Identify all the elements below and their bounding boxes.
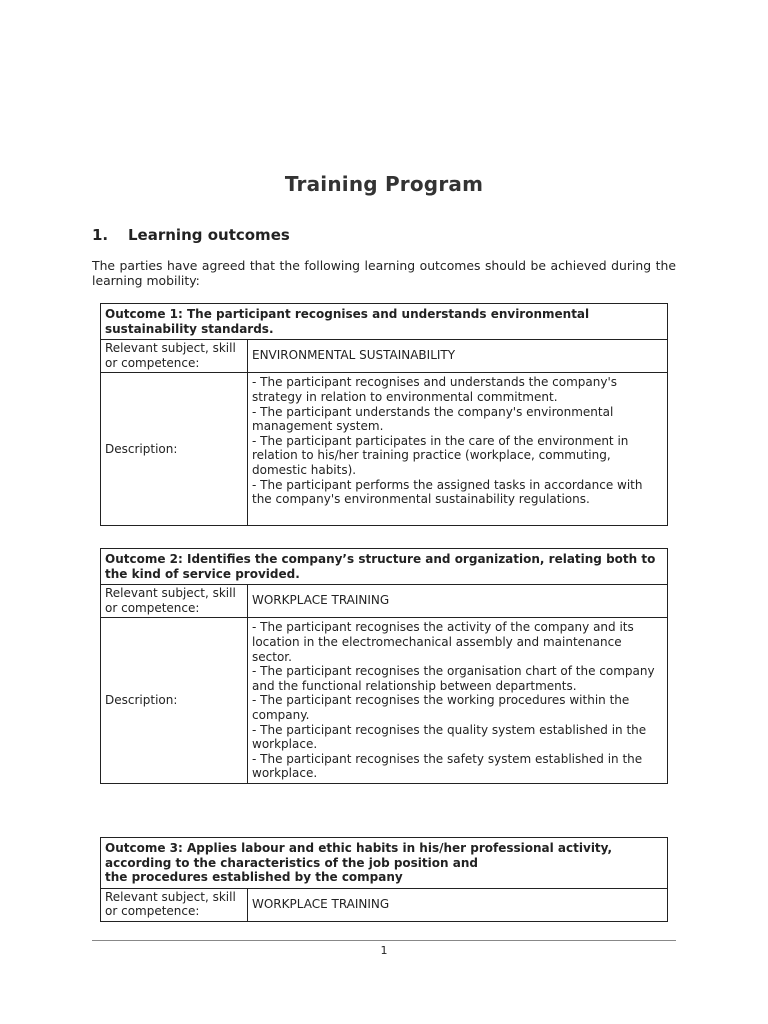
outcome-heading <box>101 838 668 889</box>
description-label: Description: <box>101 373 248 526</box>
outcome-heading: Outcome 1: The participant recognises and understands environmental sustainability standards. <box>101 304 668 340</box>
intro-paragraph: The parties have agreed that the following learning outcomes should be achieved during the learning mobility: <box>92 258 676 288</box>
subject-value: WORKPLACE TRAINING <box>248 585 668 618</box>
subject-row <box>101 340 668 373</box>
section-heading <box>92 226 290 244</box>
description-item: - The participant recognises the quality system established in the workplace. <box>252 722 647 752</box>
outcome-heading-line: the procedures established by the company <box>105 870 403 885</box>
subject-value: ENVIRONMENTAL SUSTAINABILITY <box>248 340 668 373</box>
description-item: - The participant recognises the activity of the company and its location in the electromechanical assembly and maintenance sector. <box>252 620 634 664</box>
description-item: - The participant recognises and understands the company's strategy in relation to environmental commitment. <box>252 375 617 404</box>
subject-row <box>101 585 668 618</box>
outcome-heading-row <box>101 304 668 340</box>
description-row <box>101 373 668 526</box>
section-title: Learning outcomes <box>128 226 290 244</box>
outcome-heading-line: Outcome 3: Applies labour and ethic habits in his/her professional activity, <box>105 841 613 855</box>
page-number: 1 <box>380 944 388 957</box>
footer-divider <box>92 940 676 941</box>
outcome-heading-row <box>101 549 668 585</box>
subject-label: Relevant subject, skill or competence: <box>101 585 248 618</box>
description-row <box>101 618 668 784</box>
subject-value: WORKPLACE TRAINING <box>248 888 668 921</box>
outcome-heading-row <box>101 838 668 889</box>
outcome-table-2 <box>100 548 668 784</box>
description-item: - The participant recognises the working procedures within the company. <box>252 693 630 722</box>
description-label: Description: <box>101 618 248 784</box>
subject-label: Relevant subject, skill or competence: <box>101 340 248 373</box>
page-title: Training Program <box>284 172 484 196</box>
description-item: - The participant participates in the care of the environment in relation to his/her training practice (workplace, commuting, domestic habits). <box>252 433 629 477</box>
description-item: - The participant understands the company's environmental management system. <box>252 404 614 434</box>
description-cell <box>248 373 668 526</box>
subject-label: Relevant subject, skill or competence: <box>101 888 248 921</box>
outcome-table-3 <box>100 837 668 922</box>
description-item: - The participant recognises the safety system established in the workplace. <box>252 751 643 781</box>
description-item: - The participant performs the assigned tasks in accordance with the company's environmental sustainability regulations. <box>252 477 643 507</box>
outcome-heading: Outcome 2: Identifies the company’s structure and organization, relating both to the kind of service provided. <box>101 549 668 585</box>
description-cell <box>248 618 668 784</box>
subject-row <box>101 888 668 921</box>
outcome-heading-line: according to the characteristics of the job position and <box>105 855 478 870</box>
outcome-table-1 <box>100 303 668 526</box>
description-item: - The participant recognises the organisation chart of the company and the functional relationship between departments. <box>252 664 655 693</box>
section-number: 1. <box>92 226 109 244</box>
